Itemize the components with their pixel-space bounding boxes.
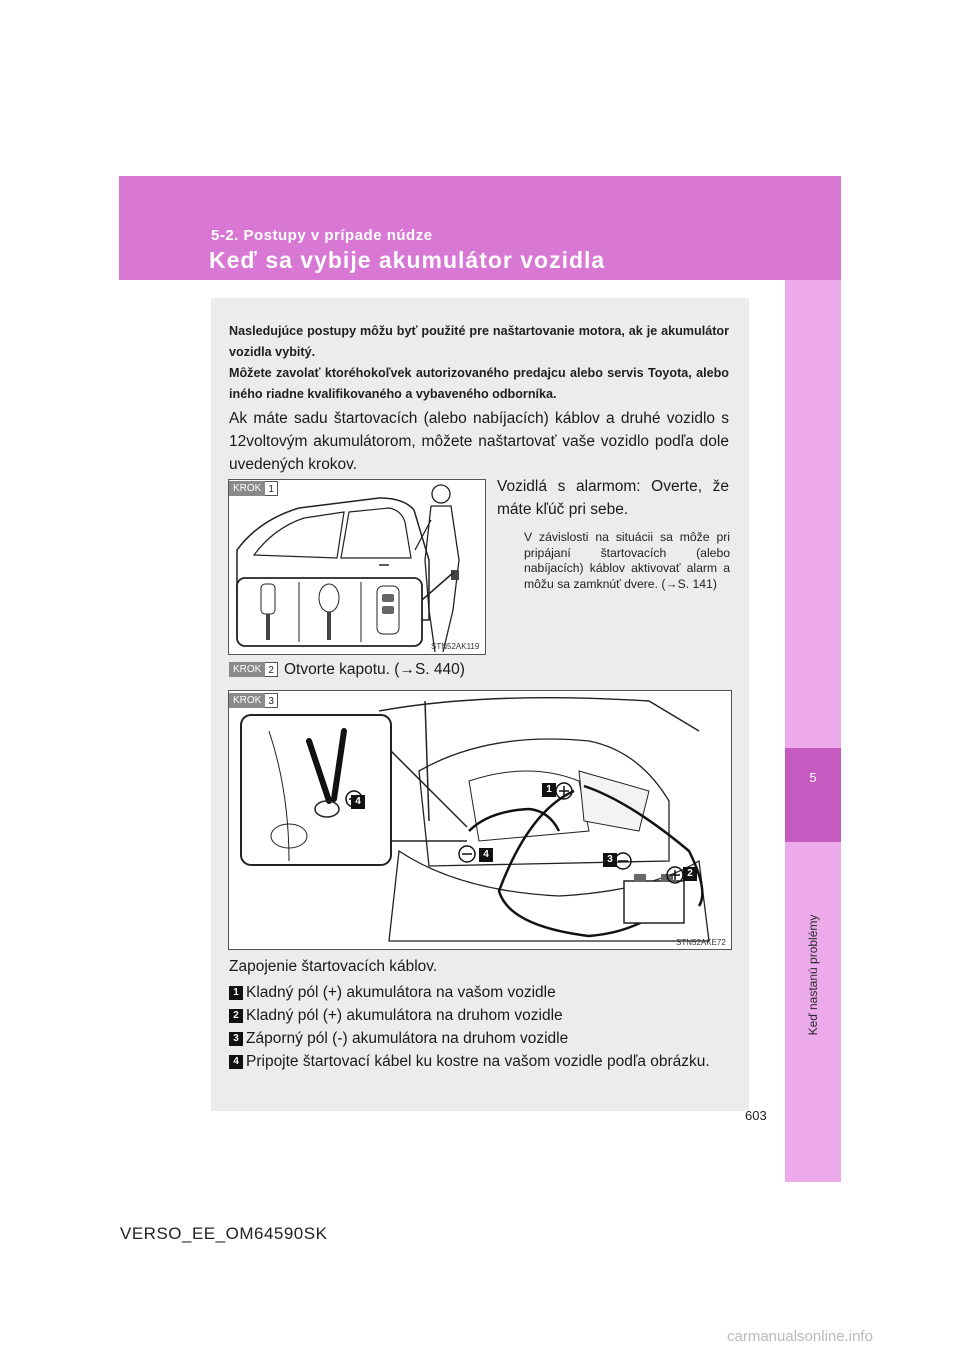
- step-number: 3: [265, 693, 278, 708]
- step2-badge: [229, 662, 278, 677]
- intro-bold-text: [229, 321, 729, 405]
- step-number: 2: [265, 662, 278, 677]
- chapter-side-tab: [785, 280, 841, 1182]
- item-number-badge: 3: [229, 1032, 243, 1046]
- callout-4: 4: [479, 848, 493, 862]
- intro-paragraph: Ak máte sadu štartovacích (alebo nabíjacích) káblov a druhé vozidlo s 12voltovým akumulátorom, môžete naštartovať vaše vozidlo podľa dole uvedených krokov.: [229, 410, 729, 473]
- document-code: VERSO_EE_OM64590SK: [120, 1224, 328, 1243]
- list-item: [229, 1005, 729, 1027]
- step2-text: Otvorte kapotu. (→S. 440): [284, 661, 465, 678]
- step3-badge: [229, 693, 278, 708]
- section-label: 5-2. Postupy v prípade núdze: [211, 227, 433, 244]
- car-door-key-illustration: [229, 480, 485, 654]
- step1-text: Vozidlá s alarmom: Overte, že máte kľúč pri sebe.: [497, 478, 729, 518]
- callout-3: 3: [603, 853, 617, 867]
- list-item: [229, 1051, 729, 1073]
- callout-4: 4: [351, 795, 365, 809]
- intro-bold-paragraph: Nasledujúce postupy môžu byť použité pre naštartovanie motora, ak je akumulátor vozidla vybitý.: [229, 324, 729, 359]
- jump-start-illustration: [229, 691, 731, 949]
- step-number: 1: [265, 481, 278, 496]
- step1-note: V závislosti na situácii sa môže pri pripájaní štartovacích (alebo nabíjacích) káblov aktivovať alarm a môžu sa zamknúť dvere. (→S. 141): [524, 530, 730, 591]
- step3-caption: Zapojenie štartovacích káblov.: [229, 958, 438, 975]
- chapter-title: Keď nastanú problémy: [806, 914, 820, 1036]
- item-number-badge: 2: [229, 1009, 243, 1023]
- step1-badge: [229, 481, 278, 496]
- chapter-tab-active[interactable]: [785, 748, 841, 842]
- list-item: [229, 1028, 729, 1050]
- intro-bold-paragraph: Môžete zavolať ktoréhokoľvek autorizovaného predajcu alebo servis Toyota, alebo iného riadne kvalifikovaného a vybaveného odborníka.: [229, 366, 729, 401]
- figure-code: STN52AKE72: [676, 938, 726, 947]
- page-number: 603: [745, 1108, 767, 1123]
- step3-figure: [228, 690, 732, 950]
- item-number-badge: 4: [229, 1055, 243, 1069]
- figure-code: STN52AK119: [431, 642, 480, 651]
- site-watermark[interactable]: carmanualsonline.info: [727, 1328, 873, 1345]
- item-text: Kladný pól (+) akumulátora na vašom vozidle: [246, 984, 556, 1001]
- step-label: KROK: [229, 662, 265, 677]
- item-number-badge: 1: [229, 986, 243, 1000]
- callout-2: 2: [683, 867, 697, 881]
- page-title: Keď sa vybije akumulátor vozidla: [209, 247, 606, 273]
- step-label: KROK: [229, 481, 265, 496]
- item-text: Záporný pól (-) akumulátora na druhom vozidle: [246, 1030, 569, 1047]
- chapter-number: 5: [809, 770, 817, 785]
- step-label: KROK: [229, 693, 265, 708]
- item-text: Pripojte štartovací kábel ku kostre na vašom vozidle podľa obrázku.: [246, 1053, 710, 1070]
- callout-1: 1: [542, 783, 556, 797]
- item-text: Kladný pól (+) akumulátora na druhom vozidle: [246, 1007, 563, 1024]
- step1-figure: [228, 479, 486, 655]
- list-item: [229, 982, 729, 1004]
